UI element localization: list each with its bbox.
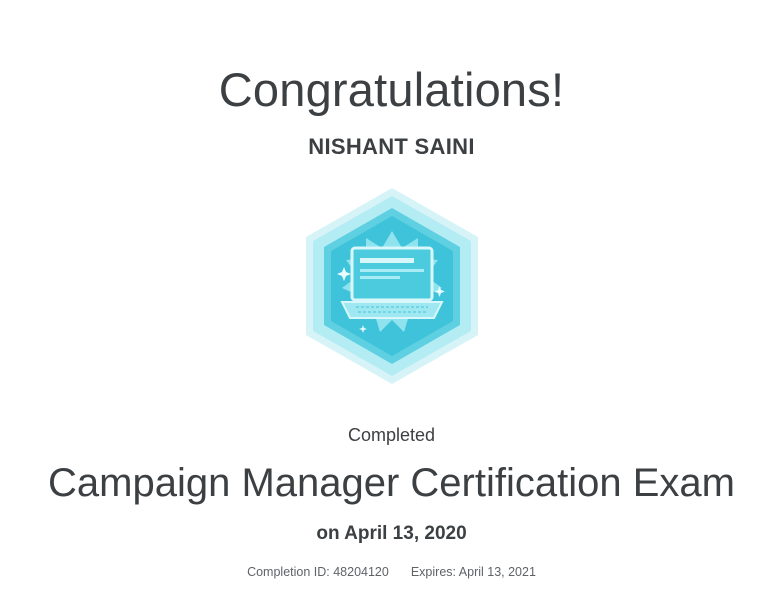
completion-id: Completion ID: 48204120	[247, 565, 389, 579]
laptop-screen	[352, 248, 432, 300]
headline: Congratulations!	[218, 63, 565, 116]
screen-line	[360, 258, 414, 263]
badge-graphic	[302, 186, 482, 386]
laptop-badge-icon	[302, 186, 482, 386]
completion-date: on April 13, 2020	[316, 523, 467, 544]
certificate-meta	[0, 565, 783, 579]
exam-title: Campaign Manager Certification Exam	[48, 461, 735, 505]
expiry-date: Expires: April 13, 2021	[410, 565, 536, 579]
recipient-name: NISHANT SAINI	[308, 134, 475, 159]
screen-line	[360, 276, 400, 279]
completed-label: Completed	[347, 425, 436, 445]
screen-line	[360, 269, 424, 272]
laptop-keyboard	[342, 302, 442, 318]
